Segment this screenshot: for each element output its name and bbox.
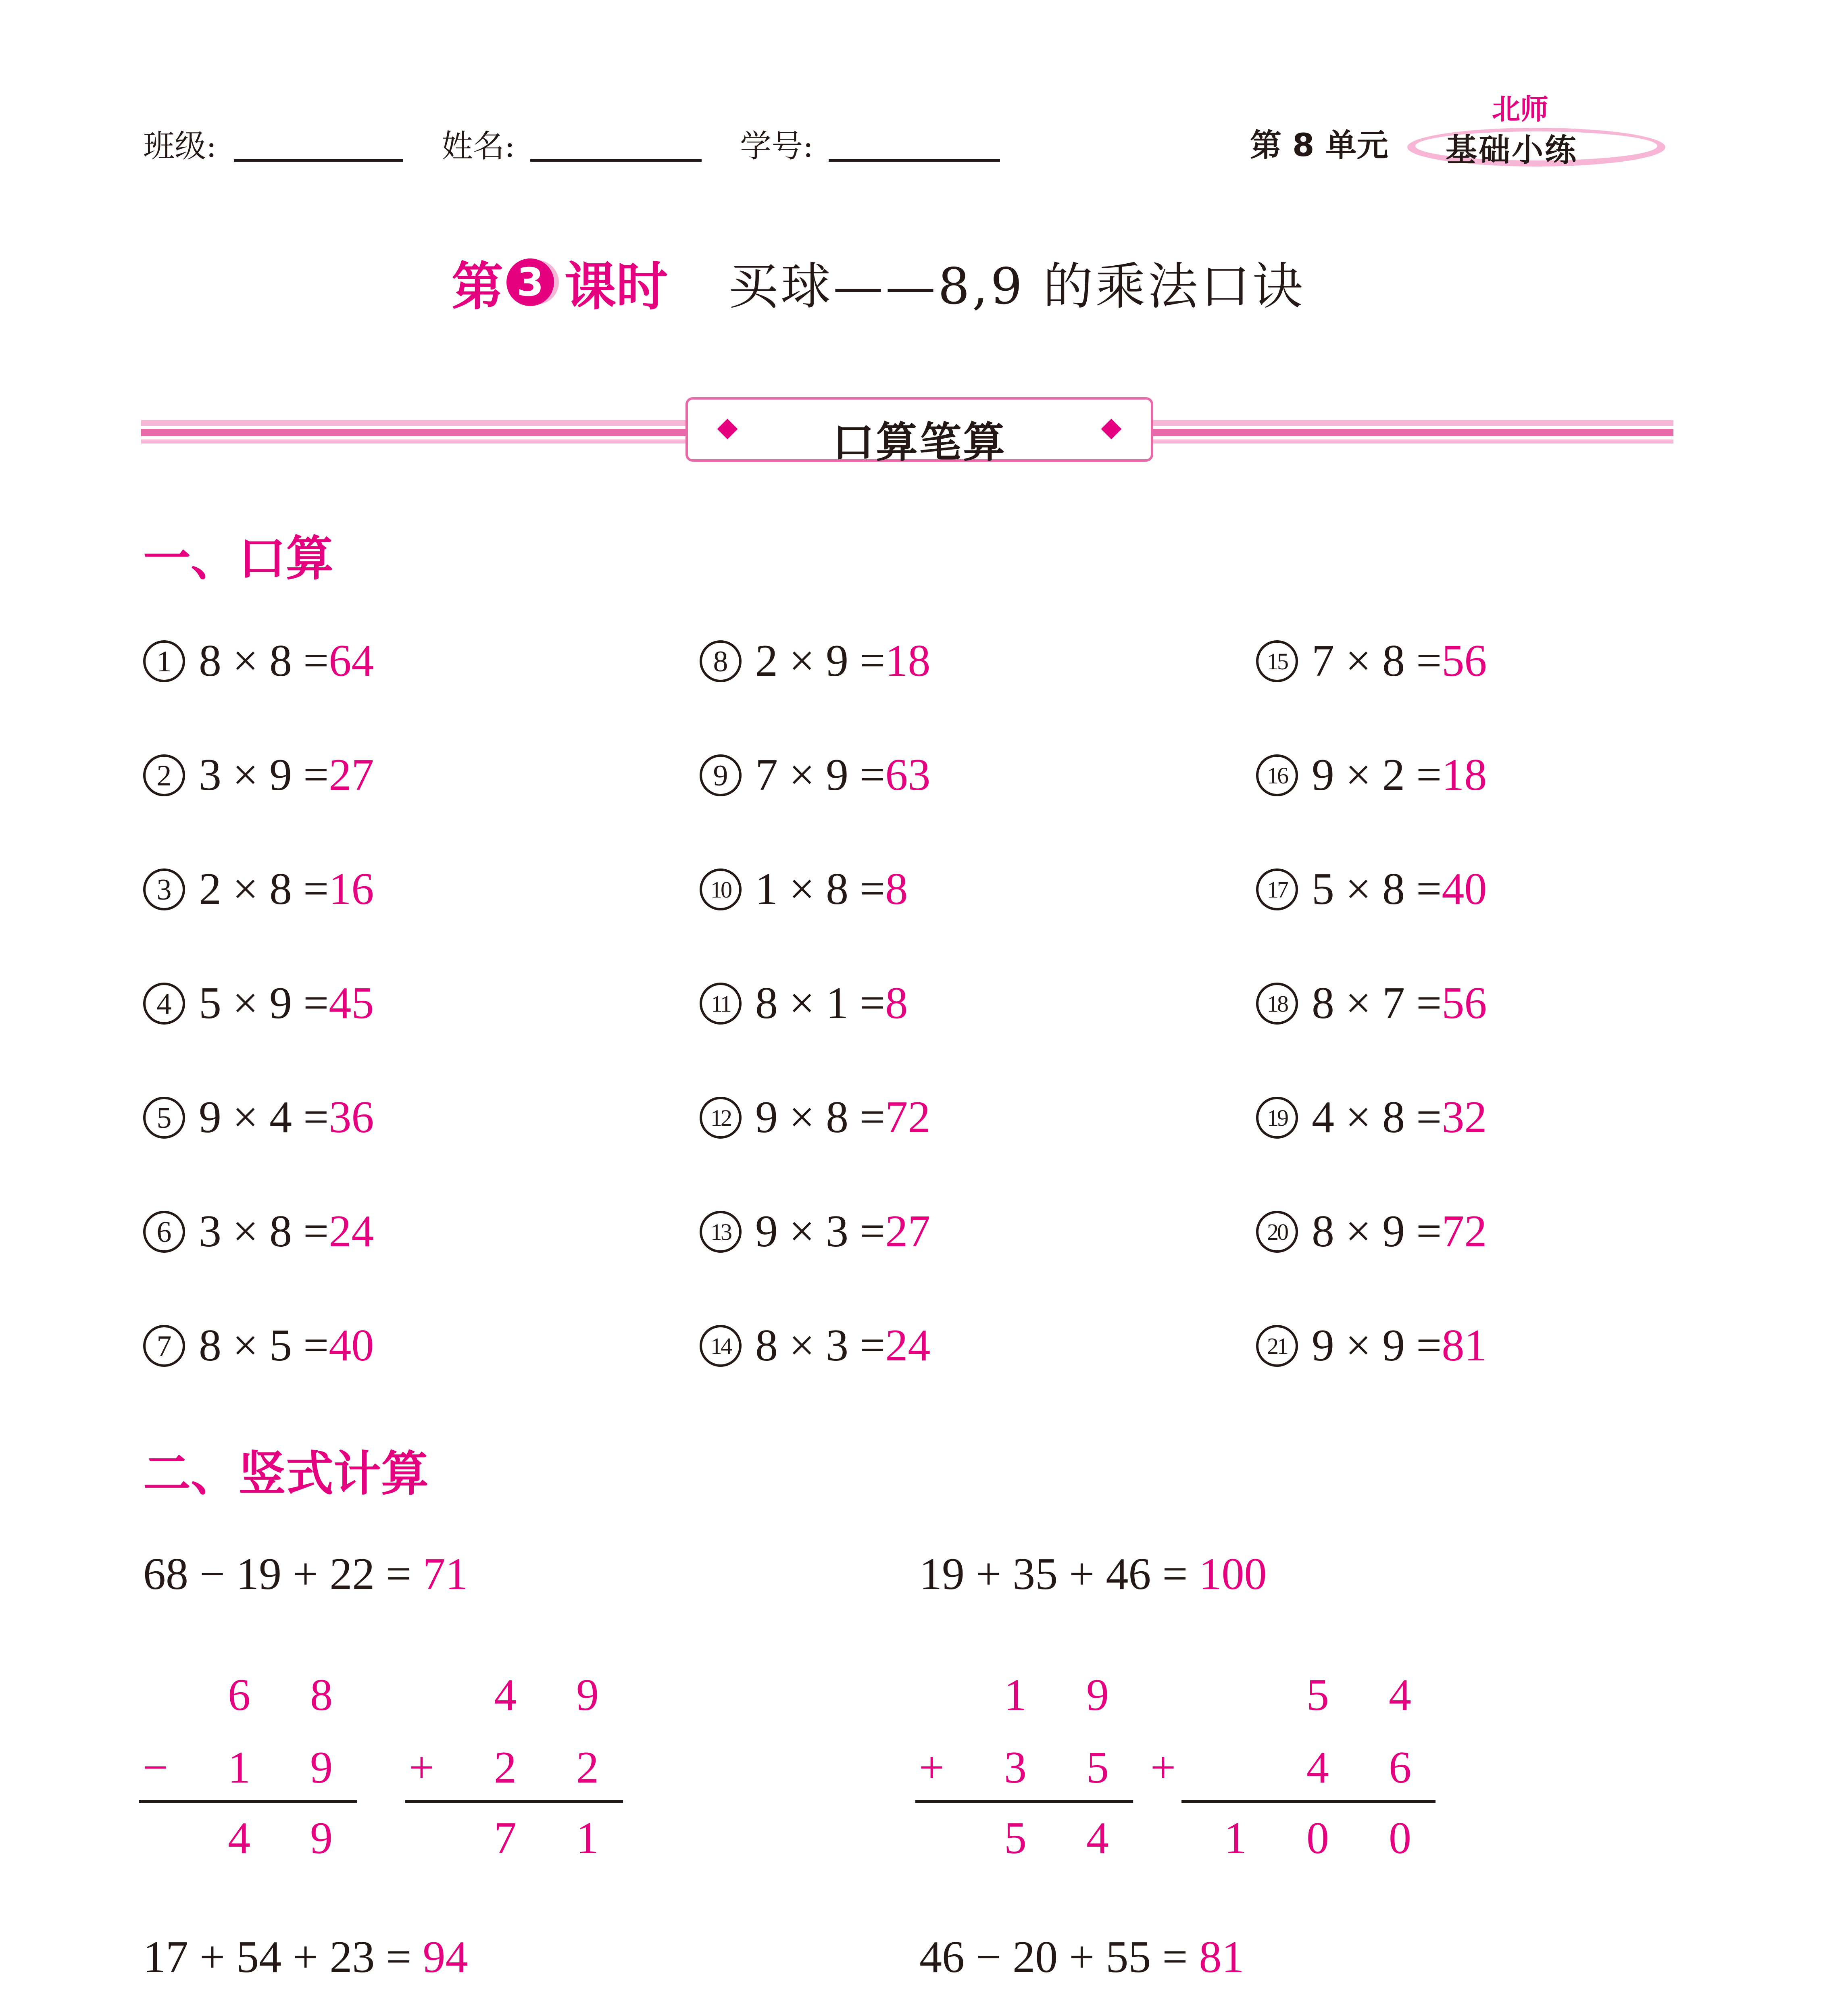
item-number: 21 (1256, 1325, 1298, 1367)
mental-math-item (1256, 863, 1487, 915)
vc-operand-row: + 3 5 (919, 1743, 1133, 1793)
item-question: 9 × 3 = (755, 1206, 885, 1256)
mental-math-item (700, 635, 930, 687)
mental-math-item (700, 749, 930, 801)
banner-title: 口算笔算 (832, 418, 1006, 467)
item-question: 8 × 5 = (199, 1320, 329, 1370)
item-number: 12 (700, 1097, 742, 1139)
vertical-problem-equation (143, 1548, 468, 1600)
item-question: 8 × 9 = (1312, 1206, 1442, 1256)
item-question: 5 × 8 = (1312, 864, 1442, 914)
lesson-number: 3 (506, 258, 554, 306)
item-answer: 63 (885, 750, 931, 800)
lesson-suffix: 课时 (565, 257, 668, 317)
item-number: 3 (143, 868, 185, 910)
equation-text: 19 + 35 + 46 = (919, 1549, 1199, 1599)
item-answer: 56 (1442, 636, 1487, 686)
item-question: 7 × 8 = (1312, 636, 1442, 686)
item-question: 9 × 8 = (755, 1092, 885, 1142)
banner-box (685, 397, 1153, 467)
mental-math-item (1256, 749, 1487, 801)
vertical-problem-equation (143, 1931, 468, 1983)
lesson-title: 买球——8,9 的乘法口诀 (728, 258, 1305, 316)
vc-result: 5 4 (1004, 1813, 1133, 1863)
item-question: 7 × 9 = (755, 750, 885, 800)
item-number: 19 (1256, 1097, 1298, 1139)
vc-result: 7 1 (494, 1813, 623, 1863)
equation-answer: 81 (1199, 1932, 1244, 1982)
item-answer: 64 (329, 636, 374, 686)
item-answer: 18 (1442, 750, 1487, 800)
item-question: 9 × 4 = (199, 1092, 329, 1142)
vc-rule (915, 1800, 1133, 1803)
item-answer: 16 (329, 864, 374, 914)
mental-math-item (143, 635, 374, 687)
mental-math-item (700, 1206, 930, 1258)
item-question: 2 × 8 = (199, 864, 329, 914)
item-question: 9 × 2 = (1312, 750, 1442, 800)
item-answer: 81 (1442, 1320, 1487, 1370)
item-question: 2 × 9 = (755, 636, 885, 686)
item-answer: 40 (1442, 864, 1487, 914)
item-answer: 27 (329, 750, 374, 800)
vertical-problem-equation (919, 1548, 1267, 1600)
item-number: 5 (143, 1097, 185, 1139)
item-answer: 32 (1442, 1092, 1487, 1142)
item-answer: 40 (329, 1320, 374, 1370)
item-answer: 8 (885, 864, 908, 914)
section-title-mental-math: 一、口算 (143, 531, 334, 586)
mental-math-item (700, 977, 908, 1029)
equation-answer: 94 (423, 1932, 468, 1982)
equation-text: 68 − 19 + 22 = (143, 1549, 423, 1599)
vc-top-number: 1 9 (1004, 1670, 1133, 1720)
item-answer: 27 (885, 1206, 931, 1256)
item-number: 18 (1256, 983, 1298, 1025)
item-number: 20 (1256, 1211, 1298, 1253)
lesson-heading (452, 250, 1305, 317)
mental-math-item (143, 1206, 374, 1258)
item-answer: 24 (329, 1206, 374, 1256)
item-question: 1 × 8 = (755, 864, 885, 914)
mental-math-item (143, 749, 374, 801)
vc-top-number: 4 9 (494, 1670, 623, 1720)
item-question: 5 × 9 = (199, 978, 329, 1028)
equation-text: 46 − 20 + 55 = (919, 1932, 1199, 1982)
item-number: 2 (143, 754, 185, 796)
item-number: 10 (700, 868, 742, 910)
item-number: 6 (143, 1211, 185, 1253)
item-question: 8 × 8 = (199, 636, 329, 686)
item-question: 3 × 8 = (199, 1206, 329, 1256)
name-label: 姓名: (442, 128, 515, 165)
vc-top-number: 6 8 (228, 1670, 357, 1720)
vertical-calc-step (1150, 1669, 1436, 1863)
vc-rule (405, 1800, 623, 1803)
item-number: 15 (1256, 640, 1298, 682)
item-answer: 56 (1442, 978, 1487, 1028)
equation-answer: 71 (423, 1549, 468, 1599)
vc-result: 1 0 0 (1224, 1813, 1436, 1863)
item-answer: 18 (885, 636, 931, 686)
item-number: 14 (700, 1325, 742, 1367)
mental-math-item (700, 1091, 930, 1143)
mental-math-item (1256, 635, 1487, 687)
student-id-label: 学号: (740, 128, 814, 165)
mental-math-item (1256, 1206, 1487, 1258)
item-number: 11 (700, 983, 742, 1025)
item-question: 8 × 3 = (755, 1320, 885, 1370)
item-number: 8 (700, 640, 742, 682)
badge-main-text: 基础小练 (1446, 132, 1578, 169)
vc-operand-row: − 1 9 (142, 1743, 357, 1793)
item-answer: 36 (329, 1092, 374, 1142)
vertical-calc-step (919, 1669, 1133, 1863)
item-question: 4 × 8 = (1312, 1092, 1442, 1142)
mental-math-item (700, 1320, 930, 1372)
vc-operand-row: + 2 2 (408, 1743, 623, 1793)
class-blank[interactable] (234, 159, 403, 162)
vc-result: 4 9 (228, 1813, 357, 1863)
mental-math-item (143, 1091, 374, 1143)
item-question: 9 × 9 = (1312, 1320, 1442, 1370)
equation-text: 17 + 54 + 23 = (143, 1932, 423, 1982)
vertical-calc-step (142, 1669, 357, 1863)
item-answer: 45 (329, 978, 374, 1028)
item-answer: 72 (1442, 1206, 1487, 1256)
vc-operand-row: + 4 6 (1150, 1743, 1436, 1793)
section-title-vertical-calc: 二、竖式计算 (143, 1446, 429, 1502)
item-number: 7 (143, 1325, 185, 1367)
class-label: 班级: (143, 128, 217, 165)
item-question: 3 × 9 = (199, 750, 329, 800)
item-answer: 72 (885, 1092, 931, 1142)
equation-answer: 100 (1199, 1549, 1267, 1599)
item-number: 13 (700, 1211, 742, 1253)
vc-rule (139, 1800, 357, 1803)
item-number: 1 (143, 640, 185, 682)
unit-tag: 第 8 单元 (1250, 127, 1388, 164)
badge-top-text: 北师 (1492, 93, 1548, 126)
item-number: 17 (1256, 868, 1298, 910)
mental-math-item (1256, 1091, 1487, 1143)
mental-math-item (700, 863, 908, 915)
mental-math-item (1256, 1320, 1487, 1372)
mental-math-item (143, 1320, 374, 1372)
vertical-problem-equation (919, 1931, 1244, 1983)
mental-math-item (1256, 977, 1487, 1029)
item-number: 9 (700, 754, 742, 796)
mental-math-item (143, 977, 374, 1029)
student-id-blank[interactable] (829, 159, 1000, 162)
lesson-prefix: 第 (452, 257, 504, 317)
item-number: 4 (143, 983, 185, 1025)
item-answer: 24 (885, 1320, 931, 1370)
item-number: 16 (1256, 754, 1298, 796)
mental-math-item (143, 863, 374, 915)
item-answer: 8 (885, 978, 908, 1028)
item-question: 8 × 1 = (755, 978, 885, 1028)
vc-rule (1181, 1800, 1436, 1803)
vertical-calc-step (408, 1669, 623, 1863)
item-question: 8 × 7 = (1312, 978, 1442, 1028)
vc-top-number: 5 4 (1306, 1670, 1436, 1720)
name-blank[interactable] (530, 159, 702, 162)
